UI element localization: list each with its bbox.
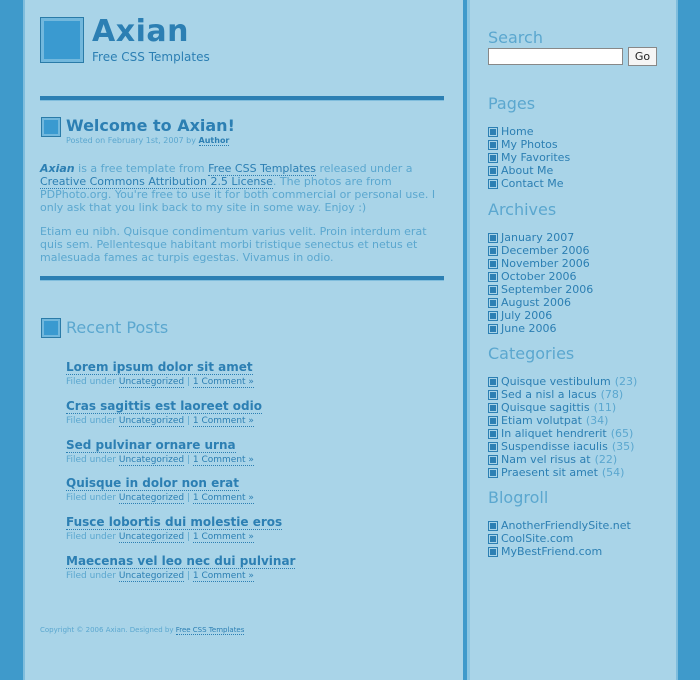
square-bullet-icon [488, 140, 498, 150]
square-bullet-icon [488, 547, 498, 557]
post-author-link[interactable]: Author [198, 136, 230, 145]
blogroll-link[interactable] [488, 545, 631, 558]
recent-posts-square-icon [41, 318, 61, 338]
archive-link[interactable] [488, 244, 593, 257]
category-item-count: (35) [611, 440, 635, 453]
square-bullet-icon [488, 272, 498, 282]
filed-under-label: Filed under [66, 377, 116, 387]
category-item-label[interactable]: Etiam volutpat [501, 414, 582, 427]
blogroll-link[interactable] [488, 532, 631, 545]
category-item[interactable] [488, 414, 637, 427]
category-link[interactable]: Uncategorized [118, 377, 185, 387]
recent-post-item [66, 472, 254, 503]
post-paragraph-2: Etiam eu nibh. Quisque condimentum varius velit. Proin interdum erat quis sem. Pellentesque habitant morbi tristique senectus et netus et malesuada fames ac turpis egestas. Vivamus in odio. [40, 225, 427, 264]
footer-copyright: Copyright © 2006 Axian. Designed by [40, 626, 174, 634]
search-input[interactable] [488, 48, 623, 65]
page-link-label[interactable]: Home [501, 125, 534, 138]
category-item[interactable] [488, 401, 637, 414]
creative-commons-link[interactable]: Creative Commons Attribution 2.5 License [40, 175, 273, 188]
recent-post-item [66, 550, 295, 581]
site-title[interactable]: Axian [92, 14, 189, 49]
square-bullet-icon [488, 455, 498, 465]
page-link[interactable] [488, 164, 570, 177]
page-link[interactable] [488, 151, 570, 164]
recent-post-title-link[interactable]: Fusce lobortis dui molestie eros [66, 515, 283, 530]
square-bullet-icon [488, 403, 498, 413]
category-link[interactable]: Uncategorized [118, 532, 185, 543]
category-item-label[interactable]: Sed a nisl a lacus [501, 388, 597, 401]
recent-post-item [66, 356, 254, 387]
post-divider [40, 276, 444, 281]
meta-separator: | [186, 571, 191, 581]
category-item-label[interactable]: Nam vel risus at [501, 453, 591, 466]
post-text: is a free template from [74, 162, 209, 175]
square-bullet-icon [488, 377, 498, 387]
search-heading: Search [488, 28, 543, 47]
archive-link[interactable] [488, 296, 593, 309]
archive-link-label[interactable]: July 2006 [501, 309, 553, 322]
archive-link-label[interactable]: August 2006 [501, 296, 571, 309]
recent-post-title-link[interactable]: Sed pulvinar ornare urna [66, 437, 236, 452]
filed-under-label: Filed under [66, 415, 116, 426]
filed-under-label: Filed under [66, 454, 116, 465]
square-bullet-icon [488, 521, 498, 531]
post-brand-name: Axian [40, 162, 75, 175]
page-link-label[interactable]: My Favorites [501, 151, 571, 164]
archive-link[interactable] [488, 283, 593, 296]
archive-link-label[interactable]: January 2007 [501, 231, 575, 244]
recent-post-meta [66, 532, 282, 542]
square-bullet-icon [488, 429, 498, 439]
square-bullet-icon [488, 285, 498, 295]
category-item-count: (22) [594, 453, 618, 466]
post-title-square-icon [41, 117, 61, 137]
recent-post-item [66, 395, 262, 426]
category-item-label[interactable]: Quisque sagittis [501, 401, 590, 414]
category-item-count: (34) [585, 414, 609, 427]
recent-post-meta [66, 493, 254, 503]
meta-separator: | [186, 454, 191, 465]
recent-post-title-link[interactable]: Quisque in dolor non erat [66, 476, 239, 491]
comments-link[interactable]: 1 Comment » [192, 415, 254, 426]
archive-link-label[interactable]: December 2006 [501, 244, 590, 257]
post-date: Posted on February 1st, 2007 by [66, 136, 196, 145]
square-bullet-icon [488, 179, 498, 189]
category-item-count: (78) [600, 388, 624, 401]
recent-post-meta [66, 571, 295, 581]
category-link[interactable]: Uncategorized [118, 454, 185, 465]
square-bullet-icon [488, 324, 498, 334]
post-text: released under a [316, 162, 413, 175]
category-item-label[interactable]: In aliquet hendrerit [501, 427, 607, 440]
square-bullet-icon [488, 311, 498, 321]
categories-list [488, 375, 637, 479]
category-link[interactable]: Uncategorized [118, 415, 185, 426]
recent-post-meta [66, 377, 254, 387]
post-meta [66, 136, 229, 145]
blogroll-link[interactable] [488, 519, 631, 532]
archives-list [488, 231, 593, 335]
category-item[interactable] [488, 466, 637, 479]
recent-post-meta [66, 416, 262, 426]
archive-link[interactable] [488, 231, 593, 244]
blogroll-link-label[interactable]: AnotherFriendlySite.net [501, 519, 631, 532]
comments-link[interactable]: 1 Comment » [192, 571, 254, 581]
category-item-count: (11) [593, 401, 617, 414]
page-link[interactable] [488, 138, 570, 151]
post-title[interactable]: Welcome to Axian! [66, 116, 235, 135]
category-item-label[interactable]: Praesent sit amet [501, 466, 598, 479]
archive-link-label[interactable]: June 2006 [501, 322, 557, 335]
filed-under-label: Filed under [66, 532, 116, 543]
category-item-count: (54) [601, 466, 625, 479]
post-paragraph-1 [40, 162, 444, 214]
meta-separator: | [186, 532, 191, 543]
comments-link[interactable]: 1 Comment » [192, 377, 254, 387]
page-link-label[interactable]: Contact Me [501, 177, 564, 190]
square-bullet-icon [488, 390, 498, 400]
archive-link-label[interactable]: November 2006 [501, 257, 590, 270]
recent-post-item [66, 511, 282, 542]
category-item-label[interactable]: Quisque vestibulum [501, 375, 611, 388]
page-link[interactable] [488, 177, 570, 190]
category-item-count: (65) [610, 427, 634, 440]
category-item-count: (23) [614, 375, 638, 388]
filed-under-label: Filed under [66, 571, 116, 581]
logo-square-icon [40, 17, 84, 63]
category-item-label[interactable]: Suspendisse iaculis [501, 440, 608, 453]
square-bullet-icon [488, 127, 498, 137]
search-go-button[interactable]: Go [628, 47, 657, 66]
footer-designer-link[interactable]: Free CSS Templates [175, 626, 245, 634]
recent-post-title-link[interactable]: Cras sagittis est laoreet odio [66, 398, 262, 413]
blogroll-link-label[interactable]: MyBestFriend.com [501, 545, 603, 558]
square-bullet-icon [488, 153, 498, 163]
square-bullet-icon [488, 298, 498, 308]
category-item[interactable] [488, 453, 637, 466]
recent-posts-heading: Recent Posts [66, 318, 169, 337]
archive-link[interactable] [488, 309, 593, 322]
category-item[interactable] [488, 440, 637, 453]
recent-post-title-link[interactable]: Lorem ipsum dolor sit amet [66, 360, 253, 374]
square-bullet-icon [488, 534, 498, 544]
archives-heading: Archives [488, 200, 557, 219]
category-item[interactable] [488, 388, 637, 401]
categories-heading: Categories [488, 344, 575, 363]
page-link-label[interactable]: My Photos [501, 138, 558, 151]
category-link[interactable]: Uncategorized [118, 571, 185, 581]
archive-link[interactable] [488, 270, 593, 283]
archive-link[interactable] [488, 322, 593, 335]
square-bullet-icon [488, 246, 498, 256]
recent-post-item [66, 434, 254, 465]
square-bullet-icon [488, 416, 498, 426]
category-item[interactable] [488, 375, 637, 388]
blogroll-link-label[interactable]: CoolSite.com [501, 532, 574, 545]
blogroll-list [488, 519, 631, 558]
square-bullet-icon [488, 468, 498, 478]
free-css-templates-link[interactable]: Free CSS Templates [208, 162, 316, 175]
square-bullet-icon [488, 233, 498, 243]
recent-post-title-link[interactable]: Maecenas vel leo nec dui pulvinar [66, 554, 296, 568]
meta-separator: | [186, 493, 191, 504]
category-link[interactable]: Uncategorized [118, 493, 185, 504]
blogroll-heading: Blogroll [488, 488, 549, 507]
recent-post-meta [66, 455, 254, 465]
filed-under-label: Filed under [66, 493, 116, 504]
meta-separator: | [186, 415, 191, 426]
archive-link-label[interactable]: October 2006 [501, 270, 577, 283]
site-subtitle: Free CSS Templates [92, 50, 210, 64]
page-link-label[interactable]: About Me [501, 164, 554, 177]
header-divider [40, 96, 444, 101]
pages-heading: Pages [488, 94, 536, 113]
category-item[interactable] [488, 427, 637, 440]
archive-link[interactable] [488, 257, 593, 270]
post-text: . The photos are from PDPhoto.org. You're free to use it for both commercial or personal use. I only ask that you link back to my site in some way. Enjoy :) [40, 175, 436, 214]
pages-list [488, 125, 570, 190]
square-bullet-icon [488, 442, 498, 452]
comments-link[interactable]: 1 Comment » [192, 493, 254, 504]
archive-link-label[interactable]: September 2006 [501, 283, 594, 296]
page-link[interactable] [488, 125, 570, 138]
comments-link[interactable]: 1 Comment » [192, 532, 254, 543]
meta-separator: | [186, 377, 191, 387]
footer [40, 626, 244, 634]
square-bullet-icon [488, 166, 498, 176]
comments-link[interactable]: 1 Comment » [192, 454, 254, 465]
square-bullet-icon [488, 259, 498, 269]
